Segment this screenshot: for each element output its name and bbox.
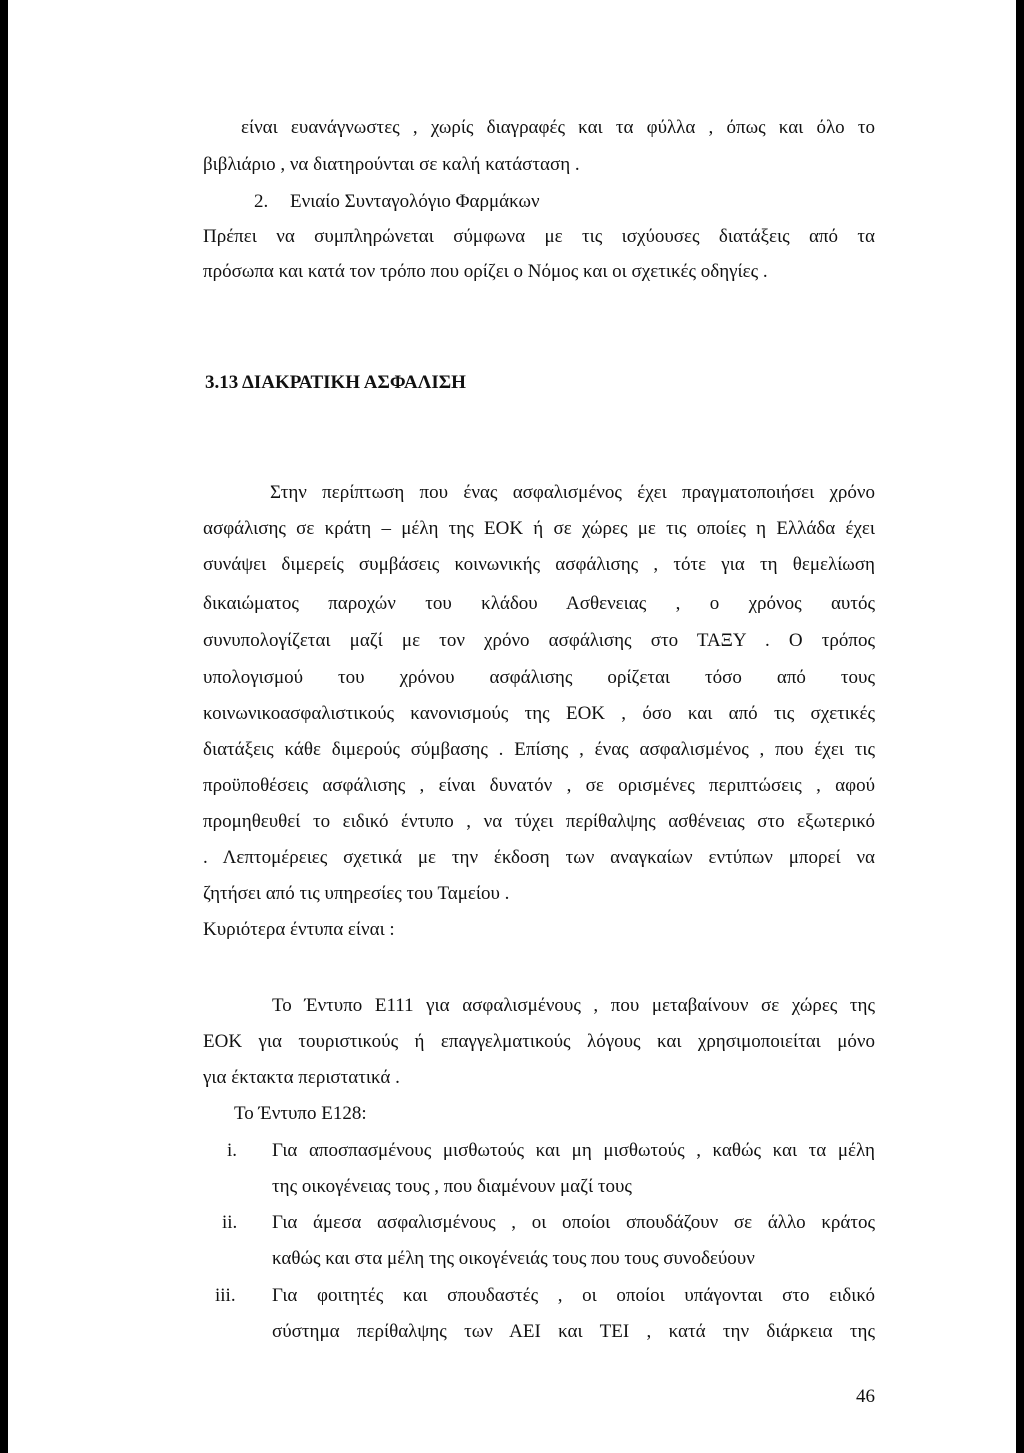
paragraph-line: . Λεπτομέρειες σχετικά με την έκδοση των αναγκαίων εντύπων μπορεί να	[203, 847, 875, 868]
paragraph-line: συνυπολογίζεται μαζί με τον χρόνο ασφάλισης στο ΤΑΞΥ . Ο τρόπος	[203, 630, 875, 651]
e111-line-3: για έκτακτα περιστατικά .	[203, 1067, 400, 1088]
paragraph-line: ζητήσει από τις υπηρεσίες του Ταμείου .	[203, 883, 510, 904]
e128-item-line: καθώς και στα μέλη της οικογένειάς τους που τους συνοδεύουν	[272, 1248, 755, 1269]
section-heading: 3.13 ΔΙΑΚΡΑΤΙΚΗ ΑΣΦΑΛΙΣΗ	[205, 372, 466, 393]
paragraph-line: συνάψει διμερείς συμβάσεις κοινωνικής ασφάλισης , τότε για τη θεμελίωση	[203, 554, 875, 575]
paragraph-line: προϋποθέσεις ασφάλισης , είναι δυνατόν , σε ορισμένες περιπτώσεις , αφού	[203, 775, 875, 796]
item-2-title: Ενιαίο Συνταγολόγιο Φαρμάκων	[290, 191, 540, 212]
document-page	[8, 0, 1016, 1453]
paragraph-line: κοινωνικοασφαλιστικούς κανονισμούς της ΕΟΚ , όσο και από τις σχετικές	[203, 703, 875, 724]
paragraph-line: υπολογισμού του χρόνου ασφάλισης ορίζεται τόσο από τους	[203, 667, 875, 688]
e128-item-number: i.	[227, 1140, 238, 1161]
paragraph-line: δικαιώματος παροχών του κλάδου Ασθενειας , ο χρόνος αυτός	[203, 593, 875, 614]
e128-item-line: Για άμεσα ασφαλισμένους , οι οποίοι σπουδάζουν σε άλλο κράτος	[272, 1212, 875, 1233]
paragraph-line: διατάξεις κάθε διμερούς σύμβασης . Επίσης , ένας ασφαλισμένος , που έχει τις	[203, 739, 875, 760]
paragraph-line: προμηθευθεί το ειδικό έντυπο , να τύχει περίθαλψης ασθένειας στο εξωτερικό	[203, 811, 875, 832]
e128-item-line: Για αποσπασμένους μισθωτούς και μη μισθωτούς , καθώς και τα μέλη	[272, 1140, 875, 1161]
e128-item-line: της οικογένειας τους , που διαμένουν μαζί τους	[272, 1176, 632, 1197]
item-2-line-1: Πρέπει να συμπληρώνεται σύμφωνα με τις ισχύουσες διατάξεις από τα	[203, 226, 875, 247]
e128-label: Το Έντυπο Ε128:	[234, 1103, 367, 1124]
page-number: 46	[856, 1386, 875, 1407]
intro-line-1: είναι ευανάγνωστες , χωρίς διαγραφές και τα φύλλα , όπως και όλο το	[241, 117, 875, 138]
paragraph-line: ασφάλισης σε κράτη – μέλη της ΕΟΚ ή σε χώρες με τις οποίες η Ελλάδα έχει	[203, 518, 875, 539]
intro-line-2: βιβλιάριο , να διατηρούνται σε καλή κατάσταση .	[203, 154, 580, 175]
item-2-number: 2.	[254, 191, 269, 212]
main-forms-label: Κυριότερα έντυπα είναι :	[203, 919, 395, 940]
e111-line-2: ΕΟΚ για τουριστικούς ή επαγγελματικούς λόγους και χρησιμοποιείται μόνο	[203, 1031, 875, 1052]
e128-item-line: σύστημα περίθαλψης των ΑΕΙ και ΤΕΙ , κατά την διάρκεια της	[272, 1321, 875, 1342]
e128-item-number: ii.	[222, 1212, 238, 1233]
item-2-line-2: πρόσωπα και κατά τον τρόπο που ορίζει ο Νόμος και οι σχετικές οδηγίες .	[203, 261, 768, 282]
e128-item-line: Για φοιτητές και σπουδαστές , οι οποίοι υπάγονται στο ειδικό	[272, 1285, 875, 1306]
e128-item-number: iii.	[215, 1285, 236, 1306]
paragraph-line: Στην περίπτωση που ένας ασφαλισμένος έχει πραγματοποιήσει χρόνο	[270, 482, 875, 503]
e111-line-1: Το Έντυπο Ε111 για ασφαλισμένους , που μεταβαίνουν σε χώρες της	[272, 995, 875, 1016]
